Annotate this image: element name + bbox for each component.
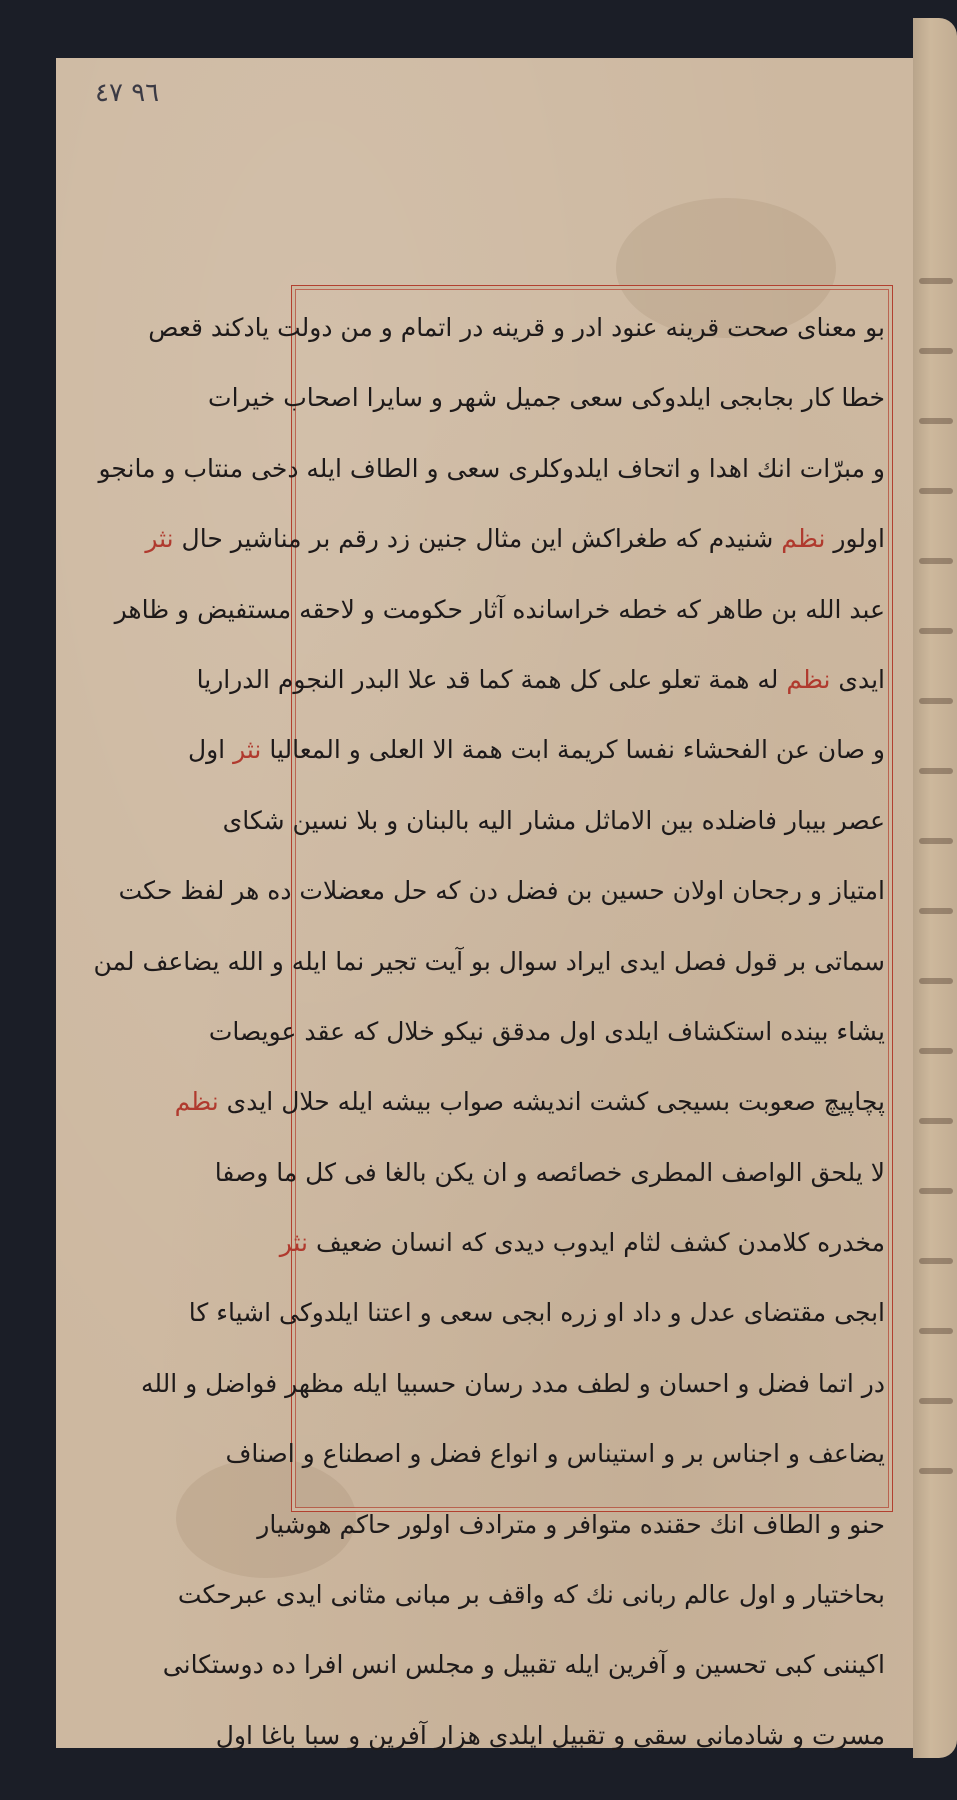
edge-text-trace [919, 1188, 953, 1194]
edge-text-trace [919, 1328, 953, 1334]
manuscript-line [177, 1560, 885, 1630]
line-text: له همة تعلو على كل همة كما قد علا البدر النجوم الدراريا [196, 664, 779, 694]
line-text: عصر بيبار فاضلده بين الاماثل مشار اليه بالبنان و بلا نسين شكاى [222, 805, 885, 835]
edge-text-trace [919, 1468, 953, 1474]
next-page-edge [913, 18, 957, 1758]
line-text: عبد الله بن طاهر كه خطه خراسانده آثار حكومت و لاحقه مستفيض و ظاهر [114, 594, 885, 624]
rubric-heading: نثر [279, 1228, 308, 1258]
edge-text-trace [919, 558, 953, 564]
manuscript-line [208, 363, 885, 433]
rubric-heading: نظم [778, 664, 831, 694]
line-text: اكيننى كبى تحسين و آفرين ايله تقبيل و مجلس انس افرا ده دوستكانى [162, 1650, 885, 1680]
edge-text-trace [919, 278, 953, 284]
manuscript-line [140, 1349, 885, 1419]
line-text: بحاختيار و اول عالم ربانى نك كه واقف بر مبانى مثانى ايدى عبرحكت [177, 1580, 885, 1610]
manuscript-line [214, 1138, 885, 1208]
line-text: سماتى بر قول فصل ايدى ايراد سوال بو آيت تجير نما ايله و الله يضاعف لمن [93, 946, 885, 976]
manuscript-line [98, 434, 885, 504]
line-text: در اتما فضل و احسان و لطف مدد رسان حسبيا ايله مظهر فواضل و الله [140, 1368, 885, 1398]
manuscript-line [174, 1067, 885, 1137]
manuscript-line [257, 1490, 885, 1560]
edge-text-trace [919, 418, 953, 424]
edge-text-trace [919, 1118, 953, 1124]
manuscript-line [145, 504, 885, 574]
line-text: اول [187, 735, 226, 765]
line-text: ابجى مقتضاى عدل و داد او زره ابجى سعى و اعتنا ايلدوكى اشياء كا [188, 1298, 885, 1328]
text-block [93, 293, 885, 1771]
manuscript-line [279, 1208, 885, 1278]
edge-text-trace [919, 838, 953, 844]
edge-text-trace [919, 488, 953, 494]
rubric-heading: نظم [773, 524, 826, 554]
rubric-heading: نثر [225, 735, 262, 765]
manuscript-line [93, 927, 885, 997]
manuscript-line [114, 575, 885, 645]
manuscript-line [196, 645, 885, 715]
manuscript-line [215, 1701, 885, 1771]
line-text: اولور [825, 524, 885, 554]
manuscript-line [162, 1630, 885, 1700]
manuscript-line [187, 715, 885, 785]
manuscript-line [118, 856, 885, 926]
line-text: مسرت و شادمانى سقى و تقبيل ايلدى هزار آفرين و سبا باغا اول [215, 1720, 885, 1750]
edge-text-trace [919, 978, 953, 984]
manuscript-line [208, 997, 885, 1067]
line-text: و صان عن الفحشاء نفسا كريمة ابت همة الا العلى و المعاليا [261, 735, 885, 765]
line-text: خطا كار بجابجى ايلدوكى سعى جميل شهر و سايرا اصحاب خيرات [208, 383, 885, 413]
edge-text-trace [919, 1398, 953, 1404]
manuscript-line [225, 1419, 885, 1489]
edge-text-trace [919, 1048, 953, 1054]
edge-text-trace [919, 348, 953, 354]
edge-text-trace [919, 698, 953, 704]
line-text: ايدى [830, 664, 885, 694]
line-text: بو معناى صحت قرينه عنود ادر و قرينه در اتمام و من دولت يادكند قعص [148, 313, 885, 342]
edge-text-trace [919, 628, 953, 634]
manuscript-line [188, 1278, 885, 1348]
line-text: يشاء بينده استكشاف ايلدى اول مدقق نيكو خلال كه عقد عويصات [208, 1016, 885, 1046]
line-text: حنو و الطاف انك حقنده متوافر و مترادف اولور حاكم هوشيار [257, 1509, 885, 1539]
line-text: و مبرّات انك اهدا و اتحاف ايلدوكلرى سعى و الطاف ايله دخى منتاب و مانجو [98, 453, 885, 483]
line-text: يضاعف و اجناس بر و استيناس و انواع فضل و اصطناع و اصناف [225, 1439, 885, 1469]
edge-text-trace [919, 768, 953, 774]
line-text: لا يلحق الواصف المطرى خصائصه و ان يكن بالغا فى كل ما وصفا [214, 1157, 885, 1187]
edge-text-trace [919, 908, 953, 914]
rubric-heading: نثر [145, 524, 174, 554]
edge-text-trace [919, 1258, 953, 1264]
line-text: شنيدم كه طغراكش اين مثال جنين زد رقم بر مناشير حال [173, 524, 774, 554]
line-text: مخدره كلامدن كشف لثام ايدوب ديدى كه انسان ضعيف [308, 1228, 885, 1258]
manuscript-line [148, 293, 885, 363]
rubric-heading: نظم [174, 1087, 219, 1117]
manuscript-line [222, 786, 885, 856]
folio-number: ٩٦ ٤٧ [95, 78, 160, 108]
line-text: امتياز و رجحان اولان حسين بن فضل دن كه حل معضلات ده هر لفظ حكت [118, 876, 885, 906]
line-text: پچاپيچ صعوبت بسيجى كشت انديشه صواب بيشه ايله حلال ايدى [218, 1087, 885, 1117]
